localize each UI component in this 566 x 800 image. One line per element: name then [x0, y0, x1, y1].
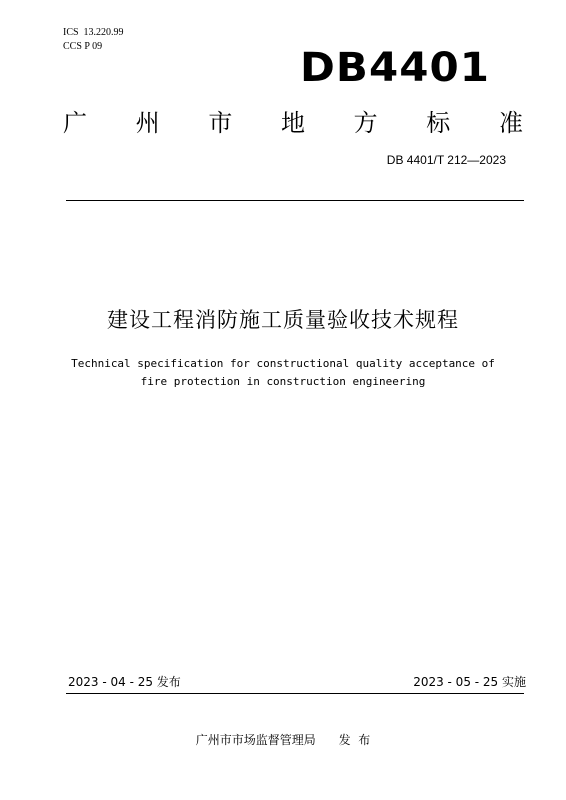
ccs-code: CCS P 09 — [63, 41, 103, 52]
issue-date: 2023 - 04 - 25 发布 — [68, 675, 181, 689]
standard-number: DB 4401/T 212—2023 — [386, 153, 506, 167]
title-char: 标 — [426, 109, 451, 137]
title-char: 地 — [280, 109, 305, 137]
document-title-english-line-1: Technical specification for constructional quality acceptance of — [71, 357, 495, 370]
title-char: 市 — [208, 109, 233, 137]
publisher: 广州市市场监督管理局 发 布 — [195, 733, 371, 747]
title-char: 方 — [353, 109, 378, 137]
db-standard-mark: DB4401 — [300, 45, 491, 91]
title-char: 州 — [135, 109, 160, 137]
footer-divider — [66, 693, 524, 694]
document-title-english-line-2: fire protection in construction engineering — [140, 375, 426, 388]
document-title-chinese: 建设工程消防施工质量验收技术规程 — [107, 308, 459, 332]
implementation-date: 2023 - 05 - 25 实施 — [413, 675, 526, 689]
title-char: 广 — [63, 109, 87, 137]
title-char: 准 — [498, 109, 523, 137]
ics-code: ICS 13.220.99 — [63, 27, 124, 38]
header-divider — [66, 200, 524, 201]
standard-type-title — [63, 108, 523, 138]
